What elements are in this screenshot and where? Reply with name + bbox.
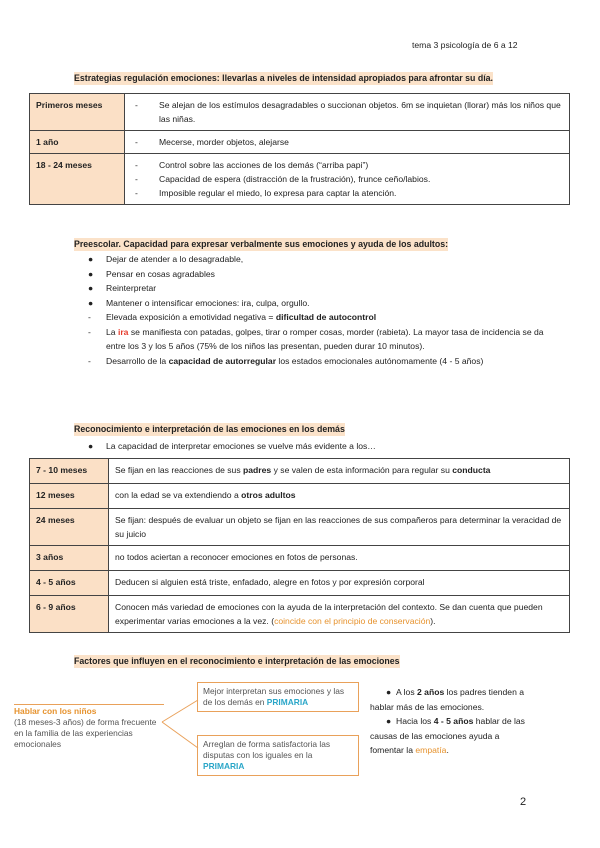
table-row [30, 94, 570, 131]
table-row [30, 509, 570, 546]
list-item [370, 714, 535, 758]
bullet-icon: ● [88, 283, 94, 293]
text: ). [430, 616, 436, 626]
text: Mejor interpretan sus emociones y las de los demás en [203, 686, 345, 707]
text: con la edad se va extendiendo a [115, 490, 242, 500]
bold-text: padres [243, 465, 272, 475]
list-item-text: Reinterpretar [106, 283, 157, 293]
bullet-icon: ● [88, 441, 94, 451]
text: Arreglan de forma satisfactoria las disputas con los iguales en la [203, 739, 331, 760]
text: Conocen más variedad de emociones con la ayuda de la interpretación del contexto. Se dan cuenta que pueden experimentar varias emociones a la vez. ( [115, 602, 543, 626]
row-content: no todos aciertan a reconocer emociones en fotos de personas. [109, 546, 570, 571]
factor-box-top [197, 682, 359, 712]
primaria-label: PRIMARIA [203, 761, 245, 771]
factor-left-title: Hablar con los niños [14, 706, 97, 716]
text: . [446, 745, 449, 755]
list-item [74, 354, 544, 369]
list-item [74, 252, 544, 267]
bullet-icon: ● [386, 716, 392, 726]
factor-right-notes [370, 685, 535, 758]
bold-text: conducta [452, 465, 491, 475]
preschool-list [74, 252, 544, 368]
table-row [30, 571, 570, 596]
list-item [74, 310, 544, 325]
list-item-text: La capacidad de interpretar emociones se vuelve más evidente a los… [106, 441, 376, 451]
recognition-table [29, 458, 570, 633]
list-item-text: Mantener o intensificar emociones: ira, culpa, orgullo. [106, 297, 310, 308]
bold-text: dificultad de autocontrol [275, 312, 377, 322]
connector-line-top [162, 700, 198, 722]
table-row [30, 131, 570, 154]
regulation-table [29, 93, 570, 205]
factor-left-text: (18 meses-3 años) de forma frecuente en la familia de las experiencias emocionales [14, 717, 157, 749]
list-item-text: Pensar en cosas agradables [106, 268, 215, 279]
row-label: 6 - 9 años [30, 596, 109, 633]
table-row [30, 484, 570, 509]
table-row [30, 546, 570, 571]
row-content [125, 94, 570, 131]
dash-icon: - [88, 326, 91, 337]
text: Se fijan en las reacciones de sus [115, 465, 244, 475]
bold-text: 4 - 5 años [433, 716, 474, 726]
list-item: - Se alejan de los estímulos desagradables o succionan objetos. 6m se inquietan (llorar) más los niños que las niñas. [131, 98, 563, 126]
text: Hacia los [395, 716, 434, 726]
dash-icon: - [88, 355, 91, 366]
bullet-icon: ● [386, 687, 392, 697]
bullet-icon: ● [88, 254, 94, 264]
bold-text: 2 años [417, 687, 445, 697]
list-item: - Capacidad de espera (distracción de la frustración), frunce ceño/labios. [131, 172, 563, 186]
connector-line-bottom [162, 722, 198, 748]
factor-box-bottom [197, 735, 359, 776]
row-content [125, 154, 570, 205]
row-label: 24 meses [30, 509, 109, 546]
row-content [109, 459, 570, 484]
section-heading-regulation: Estrategias regulación emociones: llevarlas a niveles de intensidad apropiados para afrontar su día. [74, 73, 493, 83]
list-item [74, 325, 544, 354]
primaria-label: PRIMARIA [266, 697, 309, 707]
text: Elevada exposición a emotividad negativa = [106, 312, 276, 322]
section-heading-recognition: Reconocimiento e interpretación de las emociones en los demás [74, 424, 345, 434]
list-item [74, 267, 544, 282]
table-row [30, 596, 570, 633]
row-label: 7 - 10 meses [30, 459, 109, 484]
text: y se valen de esta información para regular su [271, 465, 453, 475]
dash-icon: - [88, 312, 91, 322]
highlight-empatia: empatía [415, 745, 447, 755]
text: La [106, 326, 118, 337]
bold-text: otros adultos [241, 490, 296, 500]
bullet-icon: ● [88, 297, 94, 308]
highlight-conservation: coincide con el principio de conservación [274, 616, 431, 626]
connector-lines [160, 690, 200, 760]
list-item: - Mecerse, morder objetos, alejarse [131, 135, 563, 149]
row-content [109, 596, 570, 633]
page-number: 2 [520, 796, 527, 808]
row-label: Primeros meses [30, 94, 125, 131]
list-item [74, 439, 544, 454]
text: A los [395, 687, 418, 697]
highlight-ira: ira [117, 326, 129, 337]
section-heading-preschool: Preescolar. Capacidad para expresar verbalmente sus emociones y ayuda de los adultos: [74, 239, 449, 249]
text: hablar de las causas de las emociones ayuda a fomentar la [370, 716, 525, 755]
list-item [74, 281, 544, 296]
row-label: 4 - 5 años [30, 571, 109, 596]
list-item: - Control sobre las acciones de los demás (“arriba papi”) [131, 158, 563, 172]
row-label: 12 meses [30, 484, 109, 509]
row-label: 3 años [30, 546, 109, 571]
section-heading-factors: Factores que influyen en el reconocimiento e interpretación de las emociones [74, 656, 400, 666]
list-item [370, 685, 535, 714]
row-label: 18 - 24 meses [30, 154, 125, 205]
text: los estados emocionales autónomamente (4 - 5 años) [276, 355, 484, 366]
row-label: 1 año [30, 131, 125, 154]
list-item [74, 296, 544, 311]
row-content [125, 131, 570, 154]
text: Desarrollo de la [106, 355, 169, 366]
bold-text: capacidad de autorregular [168, 355, 277, 366]
row-content [109, 484, 570, 509]
row-content: Deducen si alguien está triste, enfadado, alegre en fotos y por expresión corporal [109, 571, 570, 596]
text: se manifiesta con patadas, golpes, tirar o romper cosas, morder (rabieta). La mayor tasa de incidencia se da entre los 3 y los 5 años (75% de los niños las presentan, pueden durar 10 minutos). [106, 326, 544, 351]
table-row [30, 154, 570, 205]
table-row [30, 459, 570, 484]
bullet-icon: ● [88, 268, 94, 279]
recognition-list [74, 439, 544, 454]
text: los padres tienden a hablar más de las emociones. [370, 687, 525, 712]
list-item-text: Dejar de atender a lo desagradable, [106, 254, 244, 264]
page-header: tema 3 psicología de 6 a 12 [412, 40, 518, 50]
list-item: - Imposible regular el miedo, lo expresa para captar la atención. [131, 186, 563, 200]
row-content: Se fijan: después de evaluar un objeto se fijan en las reacciones de sus compañeros para determinar la veracidad de su juicio [109, 509, 570, 546]
factor-left-block [14, 704, 164, 750]
